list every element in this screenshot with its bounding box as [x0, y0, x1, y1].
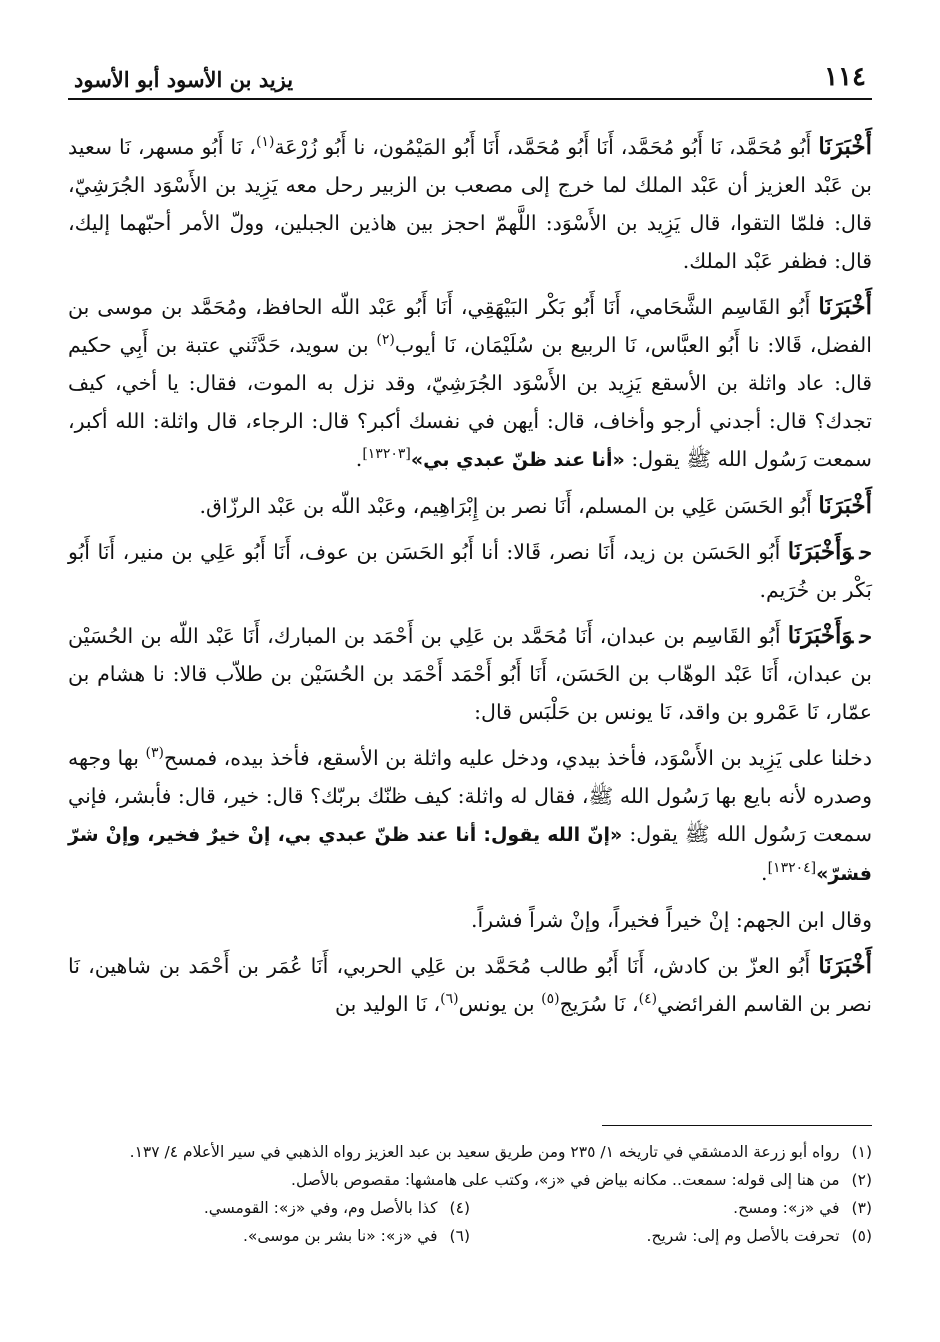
tahwil-marker: ح	[859, 624, 872, 648]
paragraph-1	[68, 128, 872, 280]
paragraph-tail: .	[355, 447, 363, 471]
footnote-marker: (٣)	[145, 745, 164, 762]
paragraph-text: أَبُو القَاسِم الشَّحَامي، أَنَا أَبُو بَكْر البَيْهَقِي، أَنَا أَبُو عَبْد اللّه الحافظ، ومُحَمَّد بن موسى بن الفضل، قَالا: نا أَبُو العبَّاس، نَا الربيع بن سُلَيْمَان، نَا أيوب	[68, 295, 872, 357]
paragraph-lead: وَأَخْبَرَنَا	[787, 622, 854, 649]
paragraph-3	[68, 487, 872, 525]
paragraph-lead: أَخْبَرَنَا	[818, 952, 872, 979]
footnote-5	[470, 1224, 872, 1249]
book-page	[68, 52, 872, 1031]
footnote-marker: (٢)	[376, 332, 395, 349]
tahwil-marker: ح	[859, 540, 872, 564]
paragraph-text: أَبُو مُحَمَّد، نَا أَبُو مُحَمَّد، أَنَا أَبُو مُحَمَّد، أَنَا أَبُو المَيْمُون، نا أَبُو زُرْعَة	[274, 135, 812, 159]
hadith-quote: «إنّ الله يقول: أنا عند ظنّ عبدي بي، إنْ خيرٌ فخير، وإنْ شرّ فشرّ»	[68, 824, 872, 885]
page-number: ١١٤	[824, 62, 866, 92]
footnote-2	[68, 1168, 872, 1193]
footnote-text: رواه أبو زرعة الدمشقي في تاريخه ١/ ٢٣٥ ومن طريق سعيد بن عبد العزيز رواه الذهبي في سير الأعلام ٤/ ١٣٧.	[129, 1143, 840, 1161]
paragraph-text: ، نَا أَبُو مسهر، نَا سعيد بن عَبْد العزيز أن عَبْد الملك لما خرج إلى مصعب بن الزبير رحل معه يَزِيد بن الأَسْوَد الجُرَشِيّ، قال: فلمّا التقوا، قال يَزِيد بن الأَسْوَد: اللَّهمّ احجز بين هاذين الجبلين، وولّ الأمر أحبّهما إليك، قال: فظفر عَبْد الملك.	[68, 135, 872, 273]
paragraph-2	[68, 288, 872, 479]
page-header	[68, 52, 872, 100]
hadith-reference: [١٣٢٠٤]	[767, 860, 817, 877]
footnote-text: في «ز»: «نا بشر بن موسى».	[242, 1227, 438, 1245]
paragraph-tail: .	[761, 861, 768, 885]
footnote-text: من هنا إلى قوله: سمعت.. مكانه بياض في «ز»، وكتب على هامشها: مقصوص بالأصل.	[291, 1171, 840, 1189]
footnote-row	[68, 1196, 872, 1221]
footnote-marker: (٦)	[440, 991, 459, 1008]
footnote-number: (٢)	[851, 1171, 872, 1189]
footnote-6	[68, 1224, 470, 1249]
paragraph-text: ، نَا سُرَيج	[559, 992, 639, 1016]
footnote-4	[68, 1196, 470, 1221]
footnote-number: (٥)	[851, 1227, 872, 1245]
footnote-text: في «ز»: ومسح.	[733, 1199, 840, 1217]
paragraph-7	[68, 901, 872, 939]
paragraph-lead: وَأَخْبَرَنَا	[787, 538, 854, 565]
running-title: يزيد بن الأسود أبو الأسود	[74, 67, 294, 92]
footnote-number: (٦)	[449, 1227, 470, 1245]
paragraph-text: بن سويد، حَدَّثَني عتبة بن أَبِي حكيم قال: عاد واثلة بن الأسقع يَزِيد بن الأَسْوَد الجُرَشِيّ، وقد نزل به الموت، فقال: يا أخي، كيف تجدك؟ قال: أجدني أرجو وأخاف، قال: أيهن في نفسك أكبر؟ قال: الرجاء، قال واثلة: الله أكبر، سمعت رَسُول الله ﷺ يقول:	[68, 333, 872, 471]
footnote-number: (٣)	[851, 1199, 872, 1217]
footnote-3	[470, 1196, 872, 1221]
footnote-marker: (٥)	[541, 991, 560, 1008]
paragraph-text: وقال ابن الجهم: إنْ خيراً فخيراً، وإنْ شراً فشراً.	[470, 908, 872, 932]
paragraph-text: بها وجهه وصدره لأنه بايع بها رَسُول الله ﷺ، فقال له واثلة: كيف ظنّك بربّك؟ قال: خير، قال: فأبشر، فإني سمعت رَسُول الله ﷺ يقول:	[68, 746, 872, 846]
footnotes-section	[68, 1125, 872, 1252]
main-text	[68, 128, 872, 1023]
paragraph-lead: أَخْبَرَنَا	[818, 293, 872, 320]
footnote-marker: (١)	[255, 134, 275, 151]
paragraph-8	[68, 947, 872, 1023]
paragraph-text: ، نَا الوليد بن	[335, 992, 441, 1016]
paragraph-text: أَبُو العزّ بن كادش، أَنَا أَبُو طالب مُحَمَّد بن عَلِي الحربي، أَنَا عُمَر بن أَحْمَد بن شاهين، نَا نصر بن القاسم الفرائضي	[68, 954, 872, 1016]
paragraph-text: بن يونس	[458, 992, 542, 1016]
footnote-number: (٤)	[449, 1199, 470, 1217]
footnote-number: (١)	[851, 1143, 872, 1161]
paragraph-5	[68, 617, 872, 731]
paragraph-text: أَبُو الحَسَن عَلِي بن المسلم، أَنَا نصر بن إِبْرَاهِيم، وعَبْد اللّه بن عَبْد الرزّاق.	[199, 494, 812, 518]
paragraph-6	[68, 739, 872, 893]
footnote-text: تحرفت بالأصل وم إلى: شريح.	[646, 1227, 840, 1245]
paragraph-text: دخلنا على يَزِيد بن الأَسْوَد، فأخذ بيدي، ودخل عليه واثلة بن الأسقع، فأخذ بيده، فمسح	[163, 746, 872, 770]
paragraph-text: أَبُو الحَسَن بن زيد، أَنَا نصر، قَالا: أنا أَبُو الحَسَن بن عوف، أَنَا أَبُو عَلِي بن منير، أَنَا أَبُو بَكْر بن خُرَيم.	[68, 540, 872, 602]
footnote-row	[68, 1224, 872, 1249]
footnote-text: كذا بالأصل وم، وفي «ز»: القومسي.	[203, 1199, 438, 1217]
paragraph-lead: أَخْبَرَنَا	[818, 492, 872, 519]
footnote-1	[68, 1140, 872, 1165]
paragraph-4	[68, 533, 872, 609]
footnote-marker: (٤)	[638, 991, 658, 1008]
paragraph-text: أَبُو القَاسِم بن عبدان، أَنَا مُحَمَّد بن عَلِي بن أَحْمَد بن المبارك، أَنَا عَبْد اللّه بن الحُسَيْن بن عبدان، أَنَا عَبْد الوهّاب بن الحَسَن، أَنَا أَبُو أَحْمَد أَحْمَد بن الحُسَيْن بن طلاّب قالا: نا هشام بن عمّار، نَا عَمْرو بن واقد، نَا يونس بن حَلْبَس قال:	[68, 624, 872, 724]
paragraph-lead: أَخْبَرَنَا	[818, 133, 872, 160]
footnote-divider	[602, 1125, 872, 1126]
hadith-quote: «أنا عند ظنّ عبدي بي»	[410, 449, 625, 471]
hadith-reference: [١٣٢٠٣]	[362, 446, 411, 463]
